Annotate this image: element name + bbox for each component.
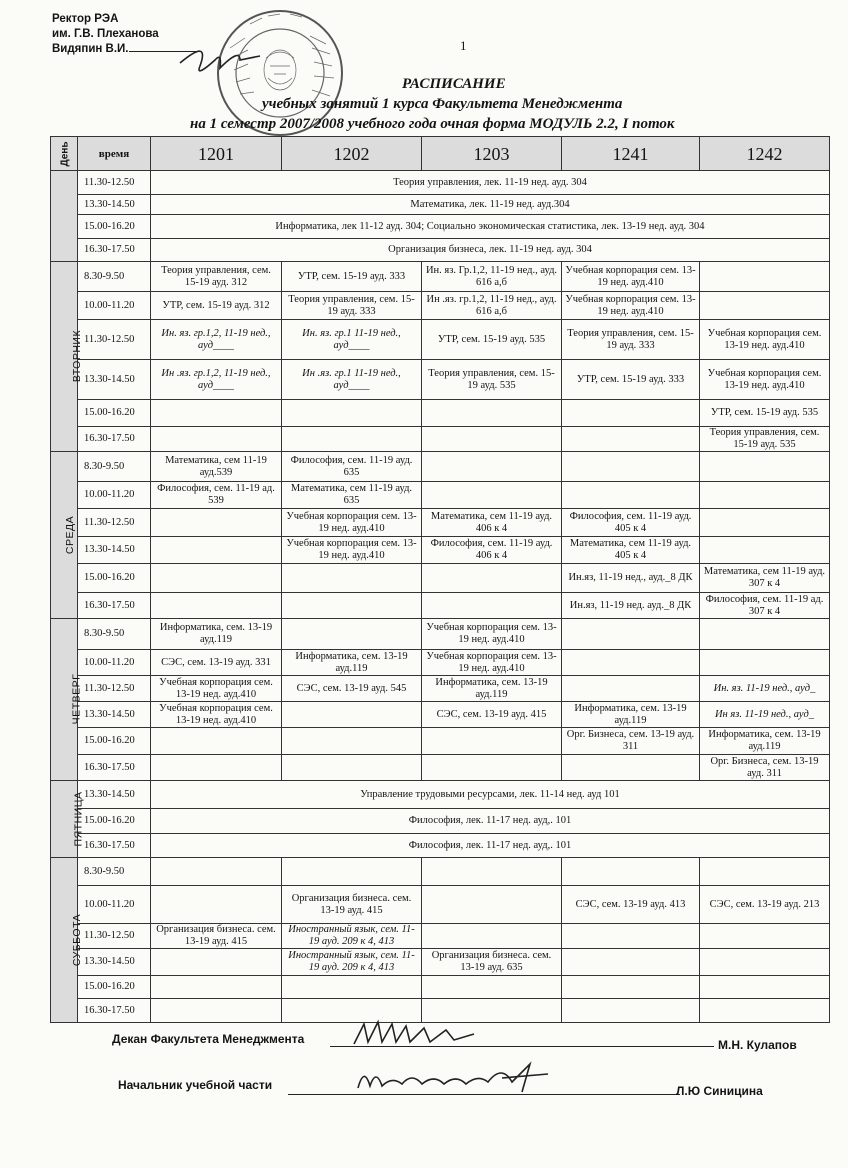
time-cell: 15.00-16.20	[78, 564, 151, 593]
lesson-cell-1242	[700, 999, 830, 1023]
lesson-cell-1202: Ин .яз. гр.1 11-19 нед., ауд____	[282, 360, 422, 400]
time-cell: 15.00-16.20	[78, 809, 151, 834]
lesson-cell-1203: Математика, сем 11-19 ауд. 406 к 4	[422, 509, 562, 537]
lesson-cell-1201	[151, 858, 282, 886]
table-row	[51, 924, 830, 949]
time-cell: 13.30-14.50	[78, 360, 151, 400]
lesson-cell-1202: Учебная корпорация сем. 13-19 нед. ауд.410	[282, 537, 422, 564]
lesson-cell-1242: Ин яз. 11-19 нед., ауд_	[700, 702, 830, 728]
lesson-cell-1203	[422, 976, 562, 999]
lesson-cell-1202	[282, 728, 422, 755]
lesson-cell-1241	[562, 676, 700, 702]
lesson-cell-1201	[151, 593, 282, 619]
lesson-cell-1241	[562, 924, 700, 949]
lesson-cell-1202	[282, 400, 422, 427]
head-signature	[352, 1058, 552, 1098]
time-cell: 13.30-14.50	[78, 702, 151, 728]
lesson-cell-1202	[282, 619, 422, 650]
lesson-cell-1203	[422, 728, 562, 755]
document-title: РАСПИСАНИЕ	[402, 76, 506, 92]
lesson-cell-1241: Теория управления, сем. 15-19 ауд. 333	[562, 320, 700, 360]
header-time: время	[78, 137, 151, 171]
table-row	[51, 781, 830, 809]
time-cell: 15.00-16.20	[78, 400, 151, 427]
lesson-cell-1241: Ин.яз, 11-19 нед. ауд._8 ДК	[562, 593, 700, 619]
time-cell: 16.30-17.50	[78, 239, 151, 262]
lesson-cell-1242	[700, 292, 830, 320]
lecture-cell: Философия, лек. 11-17 нед. ауд,. 101	[151, 809, 830, 834]
lesson-cell-1202: УТР, сем. 15-19 ауд. 333	[282, 262, 422, 292]
time-cell: 11.30-12.50	[78, 320, 151, 360]
lesson-cell-1202	[282, 427, 422, 452]
lesson-cell-1242: Информатика, сем. 13-19 ауд.119	[700, 728, 830, 755]
lesson-cell-1203: Организация бизнеса. сем. 13-19 ауд. 635	[422, 949, 562, 976]
lesson-cell-1242	[700, 509, 830, 537]
lecture-cell: Информатика, лек 11-12 ауд. 304; Социально экономическая статистика, лек. 13-19 нед. ауд. 304	[151, 215, 830, 239]
lesson-cell-1203: УТР, сем. 15-19 ауд. 535	[422, 320, 562, 360]
lesson-cell-1202: Иностранный язык, сем. 11-19 ауд. 209 к 4, 413	[282, 949, 422, 976]
table-row	[51, 676, 830, 702]
lesson-cell-1242: УТР, сем. 15-19 ауд. 535	[700, 400, 830, 427]
lesson-cell-1201	[151, 537, 282, 564]
lesson-cell-1241: Информатика, сем. 13-19 ауд.119	[562, 702, 700, 728]
time-cell: 11.30-12.50	[78, 924, 151, 949]
rector-name: Видяпин В.И.	[52, 43, 129, 55]
time-cell: 15.00-16.20	[78, 215, 151, 239]
lesson-cell-1201: Ин. яз. гр.1,2, 11-19 нед., ауд____	[151, 320, 282, 360]
approval-line-1: Ректор РЭА	[52, 13, 119, 25]
lesson-cell-1201: Ин .яз. гр.1,2, 11-19 нед., ауд____	[151, 360, 282, 400]
lesson-cell-1242: Ин. яз. 11-19 нед., ауд_	[700, 676, 830, 702]
lesson-cell-1241	[562, 650, 700, 676]
lesson-cell-1241: Орг. Бизнеса, сем. 13-19 ауд. 311	[562, 728, 700, 755]
lesson-cell-1241	[562, 482, 700, 509]
lesson-cell-1202	[282, 593, 422, 619]
time-cell: 11.30-12.50	[78, 509, 151, 537]
time-cell: 15.00-16.20	[78, 976, 151, 999]
lesson-cell-1241	[562, 619, 700, 650]
lesson-cell-1242	[700, 650, 830, 676]
lesson-cell-1201: Организация бизнеса. сем. 13-19 ауд. 415	[151, 924, 282, 949]
day-saturday: СУББОТА	[51, 858, 78, 1023]
time-cell: 15.00-16.20	[78, 728, 151, 755]
time-cell: 16.30-17.50	[78, 834, 151, 858]
table-row	[51, 171, 830, 195]
time-cell: 8.30-9.50	[78, 619, 151, 650]
lesson-cell-1241: Математика, сем 11-19 ауд. 405 к 4	[562, 537, 700, 564]
lesson-cell-1242	[700, 619, 830, 650]
lesson-cell-1242	[700, 262, 830, 292]
lesson-cell-1242: Учебная корпорация сем. 13-19 нед. ауд.410	[700, 360, 830, 400]
lesson-cell-1203: Информатика, сем. 13-19 ауд.119	[422, 676, 562, 702]
time-cell: 13.30-14.50	[78, 781, 151, 809]
lesson-cell-1241: Учебная корпорация сем. 13-19 нед. ауд.410	[562, 292, 700, 320]
day-thursday: ЧЕТВЕРГ	[51, 619, 78, 781]
lesson-cell-1242: Теория управления, сем. 15-19 ауд. 535	[700, 427, 830, 452]
lesson-cell-1203: Учебная корпорация сем. 13-19 нед. ауд.410	[422, 650, 562, 676]
header-group-1242: 1242	[700, 137, 830, 171]
lesson-cell-1242: Философия, сем. 11-19 ад. 307 к 4	[700, 593, 830, 619]
table-row	[51, 292, 830, 320]
lesson-cell-1242	[700, 482, 830, 509]
lesson-cell-1201: Учебная корпорация сем. 13-19 нед. ауд.410	[151, 676, 282, 702]
lesson-cell-1201	[151, 728, 282, 755]
table-row	[51, 320, 830, 360]
time-cell: 16.30-17.50	[78, 999, 151, 1023]
approval-line-2: им. Г.В. Плеханова	[52, 28, 159, 40]
lesson-cell-1242: Учебная корпорация сем. 13-19 нед. ауд.410	[700, 320, 830, 360]
lesson-cell-1241: УТР, сем. 15-19 ауд. 333	[562, 360, 700, 400]
day-wednesday: СРЕДА	[51, 452, 78, 619]
lesson-cell-1203: Ин .яз. гр.1,2, 11-19 нед., ауд. 616 а,б	[422, 292, 562, 320]
lecture-cell: Организация бизнеса, лек. 11-19 нед. ауд. 304	[151, 239, 830, 262]
time-cell: 8.30-9.50	[78, 262, 151, 292]
lesson-cell-1201	[151, 886, 282, 924]
header-group-1201: 1201	[151, 137, 282, 171]
lesson-cell-1201: Математика, сем 11-19 ауд.539	[151, 452, 282, 482]
time-cell: 8.30-9.50	[78, 452, 151, 482]
lesson-cell-1242	[700, 858, 830, 886]
lesson-cell-1202	[282, 702, 422, 728]
lesson-cell-1241	[562, 949, 700, 976]
lesson-cell-1203	[422, 564, 562, 593]
table-row	[51, 755, 830, 781]
table-row	[51, 619, 830, 650]
lesson-cell-1242	[700, 452, 830, 482]
lesson-cell-1201: УТР, сем. 15-19 ауд. 312	[151, 292, 282, 320]
lesson-cell-1202: Иностранный язык, сем. 11-19 ауд. 209 к 4, 413	[282, 924, 422, 949]
dean-title: Декан Факультета Менеджмента	[112, 1032, 305, 1046]
lesson-cell-1201: Философия, сем. 11-19 ад. 539	[151, 482, 282, 509]
lesson-cell-1201	[151, 976, 282, 999]
time-cell: 10.00-11.20	[78, 292, 151, 320]
header-group-1241: 1241	[562, 137, 700, 171]
table-row	[51, 564, 830, 593]
time-cell: 11.30-12.50	[78, 676, 151, 702]
lesson-cell-1201: СЭС, сем. 13-19 ауд. 331	[151, 650, 282, 676]
time-cell: 13.30-14.50	[78, 195, 151, 215]
time-cell: 8.30-9.50	[78, 858, 151, 886]
head-name: Л.Ю Синицина	[676, 1084, 763, 1098]
lesson-cell-1203: Философия, сем. 11-19 ауд. 406 к 4	[422, 537, 562, 564]
table-row	[51, 239, 830, 262]
lesson-cell-1201	[151, 400, 282, 427]
time-cell: 10.00-11.20	[78, 482, 151, 509]
lesson-cell-1203	[422, 593, 562, 619]
page-number: 1	[460, 38, 467, 53]
day-friday: ПЯТНИЦА	[51, 781, 78, 858]
lesson-cell-1203: Учебная корпорация сем. 13-19 нед. ауд.410	[422, 619, 562, 650]
lesson-cell-1242: Орг. Бизнеса, сем. 13-19 ауд. 311	[700, 755, 830, 781]
time-cell: 16.30-17.50	[78, 427, 151, 452]
lesson-cell-1241: Учебная корпорация сем. 13-19 нед. ауд.410	[562, 262, 700, 292]
lesson-cell-1241	[562, 999, 700, 1023]
table-row	[51, 834, 830, 858]
lesson-cell-1202	[282, 858, 422, 886]
table-row	[51, 360, 830, 400]
table-row	[51, 886, 830, 924]
time-cell: 16.30-17.50	[78, 755, 151, 781]
lesson-cell-1241	[562, 427, 700, 452]
lesson-cell-1203	[422, 755, 562, 781]
lesson-cell-1203: Ин. яз. Гр.1,2, 11-19 нед., ауд. 616 а,б	[422, 262, 562, 292]
header-row	[51, 137, 830, 171]
lesson-cell-1203	[422, 400, 562, 427]
lesson-cell-1202	[282, 755, 422, 781]
lesson-cell-1201: Информатика, сем. 13-19 ауд.119	[151, 619, 282, 650]
lesson-cell-1241	[562, 858, 700, 886]
table-row	[51, 858, 830, 886]
dean-signature	[350, 1016, 480, 1050]
table-row	[51, 195, 830, 215]
table-row	[51, 482, 830, 509]
lesson-cell-1241	[562, 755, 700, 781]
lesson-cell-1242: Математика, сем 11-19 ауд. 307 к 4	[700, 564, 830, 593]
lesson-cell-1201	[151, 427, 282, 452]
day-monday	[51, 171, 78, 262]
table-row	[51, 949, 830, 976]
time-cell: 16.30-17.50	[78, 593, 151, 619]
lesson-cell-1203	[422, 482, 562, 509]
lesson-cell-1241: Философия, сем. 11-19 ауд. 405 к 4	[562, 509, 700, 537]
table-row	[51, 976, 830, 999]
lesson-cell-1202: Математика, сем 11-19 ауд. 635	[282, 482, 422, 509]
lesson-cell-1203: СЭС, сем. 13-19 ауд. 415	[422, 702, 562, 728]
header-day: День	[51, 137, 78, 171]
header-group-1202: 1202	[282, 137, 422, 171]
lesson-cell-1241: СЭС, сем. 13-19 ауд. 413	[562, 886, 700, 924]
lesson-cell-1203	[422, 452, 562, 482]
table-row	[51, 452, 830, 482]
document-semester-line: на 1 семестр 2007/2008 учебного года очная форма МОДУЛЬ 2.2, I поток	[190, 116, 675, 132]
lecture-cell: Философия, лек. 11-17 нед. ауд,. 101	[151, 834, 830, 858]
lesson-cell-1201: Теория управления, сем. 15-19 ауд. 312	[151, 262, 282, 292]
schedule-table	[50, 136, 830, 1023]
lesson-cell-1242: СЭС, сем. 13-19 ауд. 213	[700, 886, 830, 924]
time-cell: 11.30-12.50	[78, 171, 151, 195]
table-row	[51, 728, 830, 755]
lesson-cell-1242	[700, 976, 830, 999]
lesson-cell-1202	[282, 564, 422, 593]
lesson-cell-1203	[422, 858, 562, 886]
table-row	[51, 427, 830, 452]
lesson-cell-1241	[562, 976, 700, 999]
lesson-cell-1202: Ин. яз. гр.1 11-19 нед., ауд____	[282, 320, 422, 360]
lecture-cell: Управление трудовыми ресурсами, лек. 11-14 нед. ауд 101	[151, 781, 830, 809]
header-group-1203: 1203	[422, 137, 562, 171]
lesson-cell-1242	[700, 949, 830, 976]
table-row	[51, 809, 830, 834]
table-row	[51, 593, 830, 619]
table-row	[51, 509, 830, 537]
lesson-cell-1242	[700, 924, 830, 949]
lesson-cell-1202: Информатика, сем. 13-19 ауд.119	[282, 650, 422, 676]
lesson-cell-1202: Учебная корпорация сем. 13-19 нед. ауд.410	[282, 509, 422, 537]
time-cell: 10.00-11.20	[78, 886, 151, 924]
lesson-cell-1202	[282, 976, 422, 999]
lesson-cell-1201	[151, 755, 282, 781]
lesson-cell-1202: Философия, сем. 11-19 ауд. 635	[282, 452, 422, 482]
time-cell: 13.30-14.50	[78, 949, 151, 976]
lesson-cell-1201	[151, 509, 282, 537]
lesson-cell-1201	[151, 564, 282, 593]
table-row	[51, 215, 830, 239]
table-row	[51, 650, 830, 676]
dean-name: М.Н. Кулапов	[718, 1038, 797, 1052]
lesson-cell-1203	[422, 924, 562, 949]
lesson-cell-1203	[422, 427, 562, 452]
lesson-cell-1242	[700, 537, 830, 564]
lesson-cell-1202: Организация бизнеса. сем. 13-19 ауд. 415	[282, 886, 422, 924]
lesson-cell-1202: Теория управления, сем. 15-19 ауд. 333	[282, 292, 422, 320]
lesson-cell-1241	[562, 400, 700, 427]
lesson-cell-1203: Теория управления, сем. 15-19 ауд. 535	[422, 360, 562, 400]
lesson-cell-1241: Ин.яз, 11-19 нед., ауд._8 ДК	[562, 564, 700, 593]
lesson-cell-1201	[151, 949, 282, 976]
table-row	[51, 537, 830, 564]
lesson-cell-1241	[562, 452, 700, 482]
day-tuesday: ВТОРНИК	[51, 262, 78, 452]
lesson-cell-1203	[422, 886, 562, 924]
head-title: Начальник учебной части	[118, 1078, 273, 1092]
lesson-cell-1201	[151, 999, 282, 1023]
document-subtitle: учебных занятий 1 курса Факультета Менеджмента	[262, 96, 623, 112]
lecture-cell: Математика, лек. 11-19 нед. ауд.304	[151, 195, 830, 215]
lesson-cell-1201: Учебная корпорация сем. 13-19 нед. ауд.410	[151, 702, 282, 728]
time-cell: 13.30-14.50	[78, 537, 151, 564]
time-cell: 10.00-11.20	[78, 650, 151, 676]
table-row	[51, 400, 830, 427]
table-row	[51, 702, 830, 728]
lesson-cell-1202: СЭС, сем. 13-19 ауд. 545	[282, 676, 422, 702]
table-row	[51, 262, 830, 292]
lecture-cell: Теория управления, лек. 11-19 нед. ауд. 304	[151, 171, 830, 195]
